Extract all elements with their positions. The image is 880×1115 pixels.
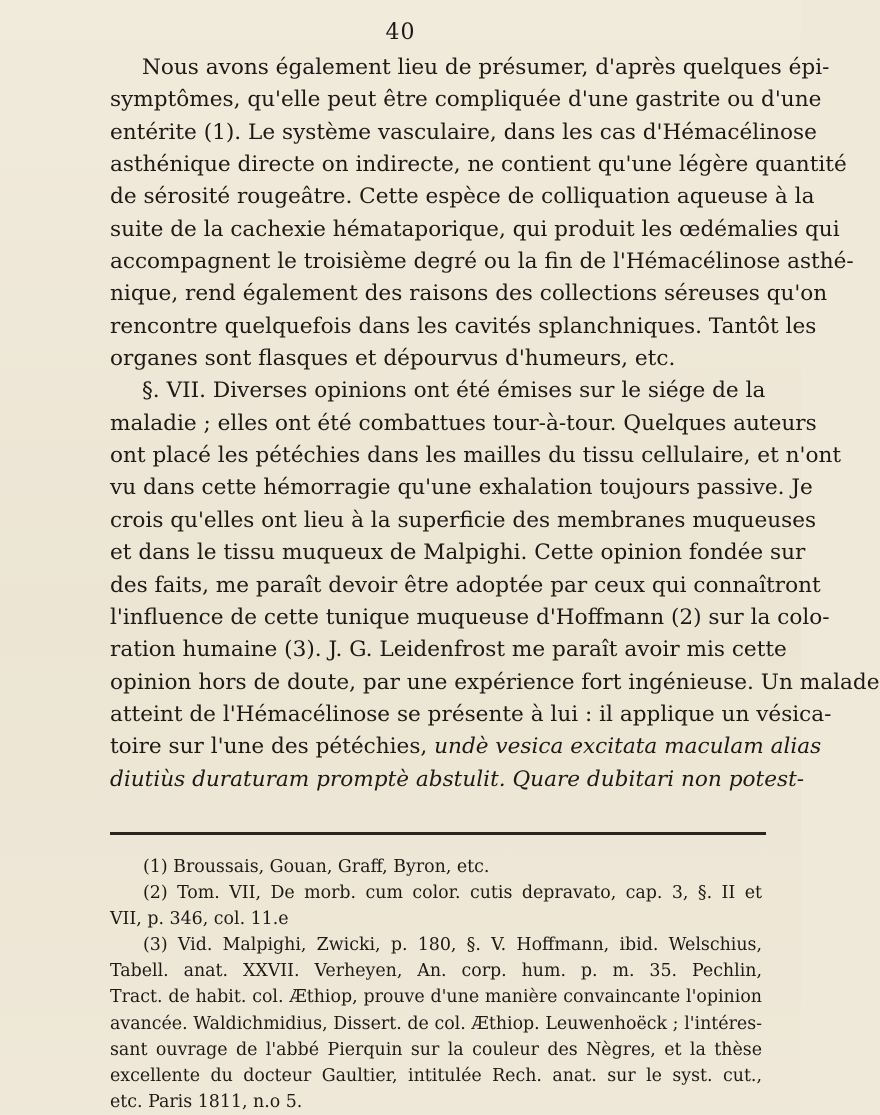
latin-quote: undè vesica excitata maculam alias (434, 734, 822, 760)
body-line-roman: toire sur l'une des pétéchies, (110, 734, 428, 760)
body-line: organes sont flasques et dépourvus d'humeurs, etc. (110, 346, 676, 372)
body-line: ration humaine (3). J. G. Leidenfrost me paraît avoir mis cette (110, 637, 787, 663)
footnote-2-cont: VII, p. 346, col. 11.e (110, 909, 289, 930)
body-text (110, 52, 880, 796)
footnote-3-cont: excellente du docteur Gaultier, intitulée Rech. anat. sur le syst. cut., (110, 1065, 762, 1086)
footnote-3-end: etc. Paris 1811, n.o 5. (110, 1091, 303, 1112)
body-line: maladie ; elles ont été combattues tour-à-tour. Quelques auteurs (110, 410, 817, 436)
footnote-3-cont: Tabell. anat. XXVII. Verheyen, An. corp. hum. p. m. 35. Pechlin, (110, 961, 762, 982)
footnote-3: (3) Vid. Malpighi, Zwicki, p. 180, §. V. Hoffmann, ibid. Welschius, (143, 935, 762, 956)
body-line: nique, rend également des raisons des collections séreuses qu'on (110, 281, 828, 307)
footnote-3-cont: sant ouvrage de l'abbé Pierquin sur la couleur des Nègres, et la thèse (110, 1039, 762, 1060)
footnote-2: (2) Tom. VII, De morb. cum color. cutis depravato, cap. 3, §. II et (143, 883, 762, 904)
page-number: 40 (385, 20, 416, 45)
footnote-1: (1) Broussais, Gouan, Graff, Byron, etc. (143, 857, 490, 877)
body-line: l'influence de cette tunique muqueuse d'Hoffmann (2) sur la colo- (110, 604, 830, 630)
body-line: entérite (1). Le système vasculaire, dans les cas d'Hémacélinose (110, 119, 817, 145)
body-line: et dans le tissu muqueux de Malpighi. Cette opinion fondée sur (110, 540, 806, 566)
footnote-divider (110, 832, 766, 835)
body-line: ont placé les pétéchies dans les mailles du tissu cellulaire, et n'ont (110, 443, 842, 469)
body-line: Nous avons également lieu de présumer, d'après quelques épi- (142, 55, 830, 80)
footnotes (110, 854, 762, 1115)
body-line-mixed (110, 731, 822, 763)
body-line: suite de la cachexie hémataporique, qui produit les œdémalies qui (110, 216, 840, 242)
body-line: des faits, me paraît devoir être adoptée par ceux qui connaîtront (110, 572, 821, 598)
body-line: atteint de l'Hémacélinose se présente à lui : il applique un vésica- (110, 701, 832, 727)
footnote-3-cont: Tract. de habit. col. Æthiop, prouve d'une manière convaincante l'opinion (110, 987, 762, 1008)
latin-quote-line: diutiùs duraturam promptè abstulit. Quare dubitari non potest- (110, 766, 805, 792)
body-line: opinion hors de doute, par une expérience fort ingénieuse. Un malade (110, 669, 880, 695)
body-line: asthénique directe on indirecte, ne contient qu'une légère quantité (110, 152, 847, 178)
body-line: de sérosité rougeâtre. Cette espèce de colliquation aqueuse à la (110, 184, 815, 210)
body-line: accompagnent le troisième degré ou la fin de l'Hémacélinose asthé- (110, 249, 854, 275)
section-heading-line: §. VII. Diverses opinions ont été émises sur le siége de la (142, 378, 766, 404)
body-line: symptômes, qu'elle peut être compliquée d'une gastrite ou d'une (110, 87, 822, 113)
footnote-3-cont: avancée. Waldichmidius, Dissert. de col. Æthiop. Leuwenhoëck ; l'intéres- (110, 1013, 762, 1034)
body-line: crois qu'elles ont lieu à la superficie des membranes muqueuses (110, 507, 817, 533)
body-line: rencontre quelquefois dans les cavités splanchniques. Tantôt les (110, 313, 817, 339)
body-line: vu dans cette hémorragie qu'une exhalation toujours passive. Je (110, 475, 813, 501)
